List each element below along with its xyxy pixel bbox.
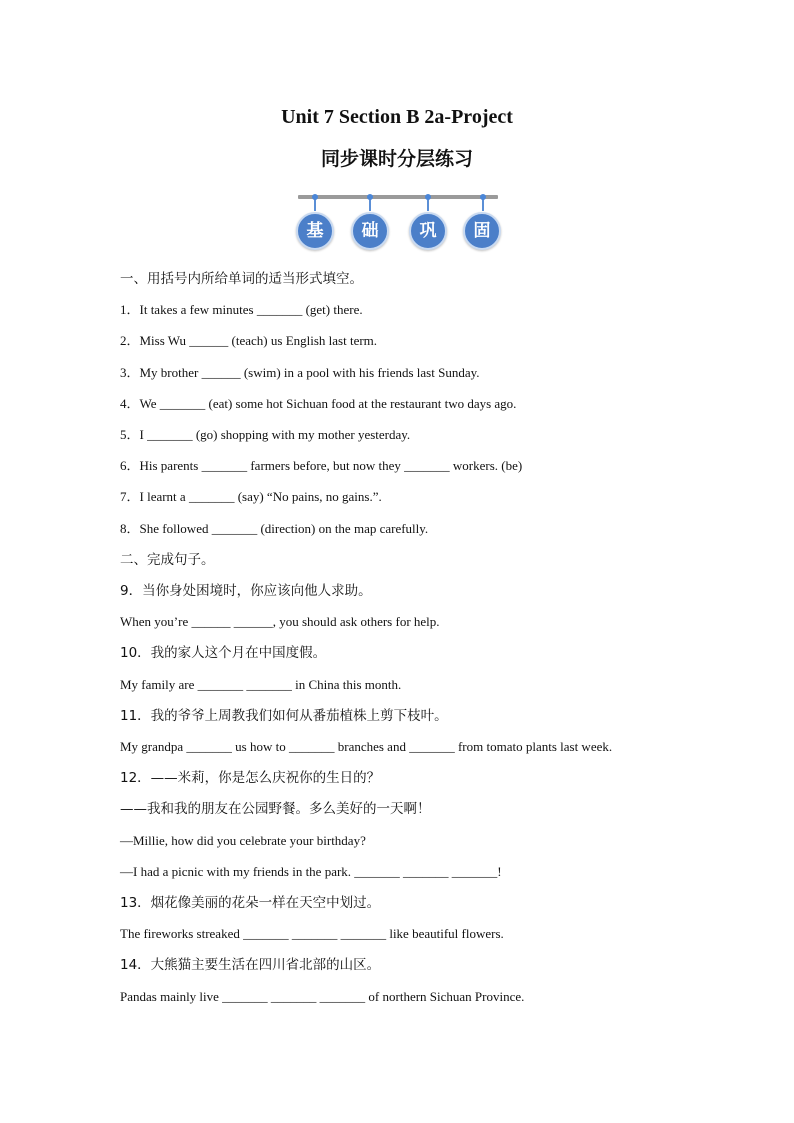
question-3: 3．My brother ______ (swim) in a pool with his friends last Sunday. <box>120 364 480 380</box>
question-10-chinese: 10．我的家人这个月在中国度假。 <box>120 645 327 662</box>
banner-char-1: 基 <box>296 212 334 250</box>
question-14-english: Pandas mainly live _______ _______ _______ of northern Sichuan Province. <box>120 988 525 1004</box>
banner-dot <box>425 194 431 200</box>
question-14-chinese: 14．大熊猫主要生活在四川省北部的山区。 <box>120 957 381 974</box>
question-12-chinese-b: ——我和我的朋友在公园野餐。多么美好的一天啊！ <box>120 801 431 818</box>
banner-dot <box>312 194 318 200</box>
question-8: 8．She followed _______ (direction) on the map carefully. <box>120 520 429 536</box>
section-heading-2: 二、完成句子。 <box>120 551 215 568</box>
question-11-chinese: 11．我的爷爷上周教我们如何从番茄植株上剪下枝叶。 <box>120 707 448 724</box>
page-title: Unit 7 Section B 2a-Project <box>281 106 513 128</box>
question-9-english: When you’re ______ ______, you should ask others for help. <box>120 614 440 630</box>
question-1: 1．It takes a few minutes _______ (get) there. <box>120 302 363 318</box>
banner-char-3: 巩 <box>409 212 447 250</box>
banner-bar <box>298 195 498 199</box>
question-2: 2．Miss Wu ______ (teach) us English last term. <box>120 333 378 349</box>
question-11-english: My grandpa _______ us how to _______ branches and _______ from tomato plants last week. <box>120 739 613 754</box>
question-10-english: My family are _______ _______ in China this month. <box>120 676 402 692</box>
question-7: 7．I learnt a _______ (say) “No pains, no gains.”. <box>120 489 382 505</box>
question-6: 6．His parents _______ farmers before, but now they _______ workers. (be) <box>120 458 523 474</box>
question-13-english: The fireworks streaked _______ _______ _______ like beautiful flowers. <box>120 926 504 942</box>
page-subtitle: 同步课时分层练习 <box>320 148 473 170</box>
section-banner <box>296 194 500 252</box>
question-12-english-b: —I had a picnic with my friends in the park. _______ _______ _______! <box>120 863 502 879</box>
banner-char-4: 固 <box>463 212 501 250</box>
question-9-chinese: 9．当你身处困境时，你应该向他人求助。 <box>120 583 372 599</box>
question-4: 4．We _______ (eat) some hot Sichuan food at the restaurant two days ago. <box>120 395 517 411</box>
banner-char-2: 础 <box>351 212 389 250</box>
question-12-english-a: —Millie, how did you celebrate your birthday? <box>120 832 366 848</box>
section-heading-1: 一、用括号内所给单词的适当形式填空。 <box>120 271 363 287</box>
banner-dot <box>480 194 486 200</box>
question-12-chinese-a: 12．——米莉，你是怎么庆祝你的生日的？ <box>120 770 381 787</box>
question-5: 5．I _______ (go) shopping with my mother yesterday. <box>120 427 411 442</box>
banner-dot <box>367 194 373 200</box>
question-13-chinese: 13．烟花像美丽的花朵一样在天空中划过。 <box>120 895 381 911</box>
